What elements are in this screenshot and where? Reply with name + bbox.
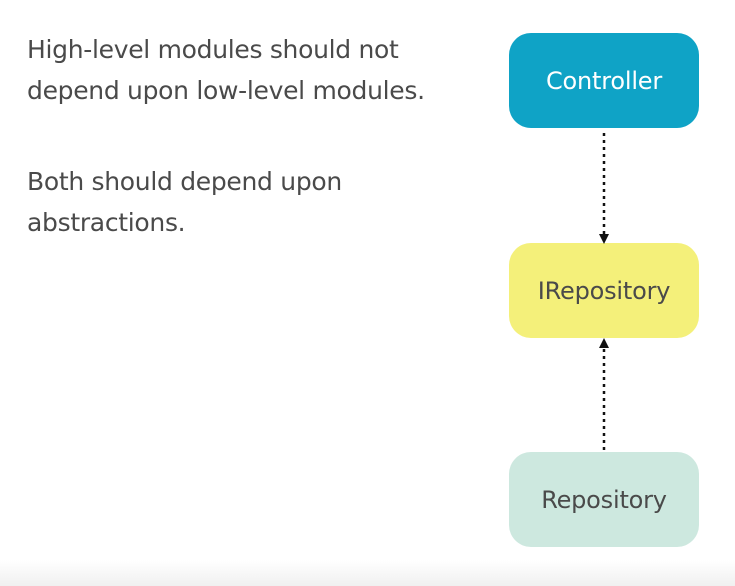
irepository-label: IRepository bbox=[537, 276, 671, 305]
principle-high-level: High-level modules should not depend upon low-level modules. bbox=[27, 35, 425, 105]
repository-node bbox=[509, 452, 699, 547]
controller-label: Controller bbox=[545, 66, 663, 95]
controller-node bbox=[509, 33, 699, 128]
principle-abstractions: Both should depend upon abstractions. bbox=[27, 167, 342, 237]
repository-label: Repository bbox=[541, 485, 667, 514]
irepository-node bbox=[509, 243, 699, 338]
